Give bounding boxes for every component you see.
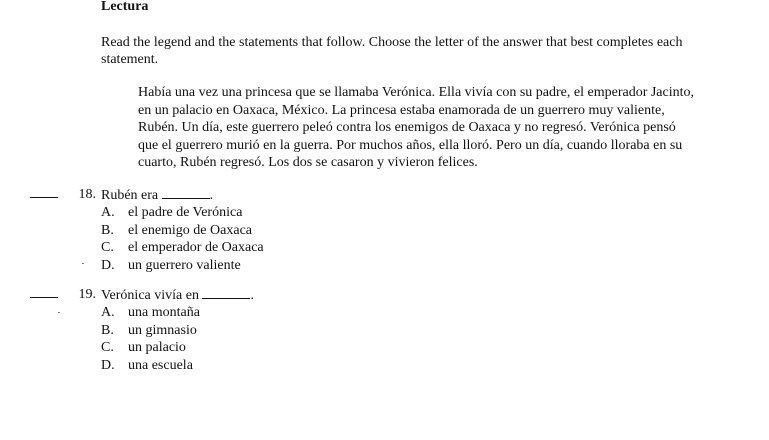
choice-text: el enemigo de Oaxaca: [128, 222, 252, 238]
choice-text: un gimnasio: [128, 322, 197, 338]
stem-fill-blank: [202, 286, 250, 299]
choice-c[interactable]: [0, 339, 769, 357]
choice-letter: A.: [101, 205, 115, 220]
choice-d[interactable]: [0, 357, 769, 375]
choice-a[interactable]: [0, 204, 769, 222]
section-heading: Lectura: [101, 0, 149, 14]
choice-letter: B.: [101, 222, 114, 238]
choice-letter: B.: [101, 322, 114, 338]
question-number: 19.: [78, 287, 96, 302]
question-stem: Verónica vivía en .: [101, 288, 254, 303]
choice-c[interactable]: [0, 239, 769, 257]
choice-text: un guerrero valiente: [128, 257, 241, 273]
stem-fill-blank: [162, 186, 210, 199]
question-number: 18.: [78, 187, 96, 202]
question-stem: Rubén era .: [101, 188, 214, 203]
choice-text: una escuela: [128, 357, 193, 373]
scan-speck: [58, 312, 60, 313]
question-18: [0, 186, 769, 274]
choice-text: el padre de Verónica: [128, 205, 243, 220]
choice-text: un palacio: [128, 340, 186, 355]
choice-d[interactable]: [0, 257, 769, 275]
answer-blank-19[interactable]: [30, 286, 58, 298]
choice-a[interactable]: [0, 304, 769, 322]
choice-b[interactable]: [0, 222, 769, 240]
choice-text: una montaña: [128, 305, 200, 320]
choice-letter: C.: [101, 340, 114, 355]
answer-blank-18[interactable]: [30, 186, 58, 198]
scan-speck: [82, 263, 84, 264]
question-19: [0, 286, 769, 374]
reading-passage: Había una vez una princesa que se llamaba Verónica. Ella vivía con su padre, el emperador Jacinto, en un palacio en Oaxaca, México. La princesa estaba enamorada de un guerrero muy valiente, Rubén. Un día, este guerrero peleó contra los enemigos de Oaxaca y no regresó. Verónica pensó que el guerrero murió en la guerra. Por muchos años, ella lloró. Pero un día, cuando lloraba en su cuarto, Rubén regresó. Los dos se casaron y vivieron felices.: [138, 85, 695, 171]
choice-text: el emperador de Oaxaca: [128, 240, 264, 255]
choice-b[interactable]: [0, 322, 769, 340]
choice-letter: D.: [101, 357, 115, 373]
choice-letter: A.: [101, 305, 115, 320]
choice-letter: C.: [101, 240, 114, 255]
instructions-text: Read the legend and the statements that follow. Choose the letter of the answer that best completes each statement.: [101, 35, 683, 67]
choice-letter: D.: [101, 257, 115, 273]
